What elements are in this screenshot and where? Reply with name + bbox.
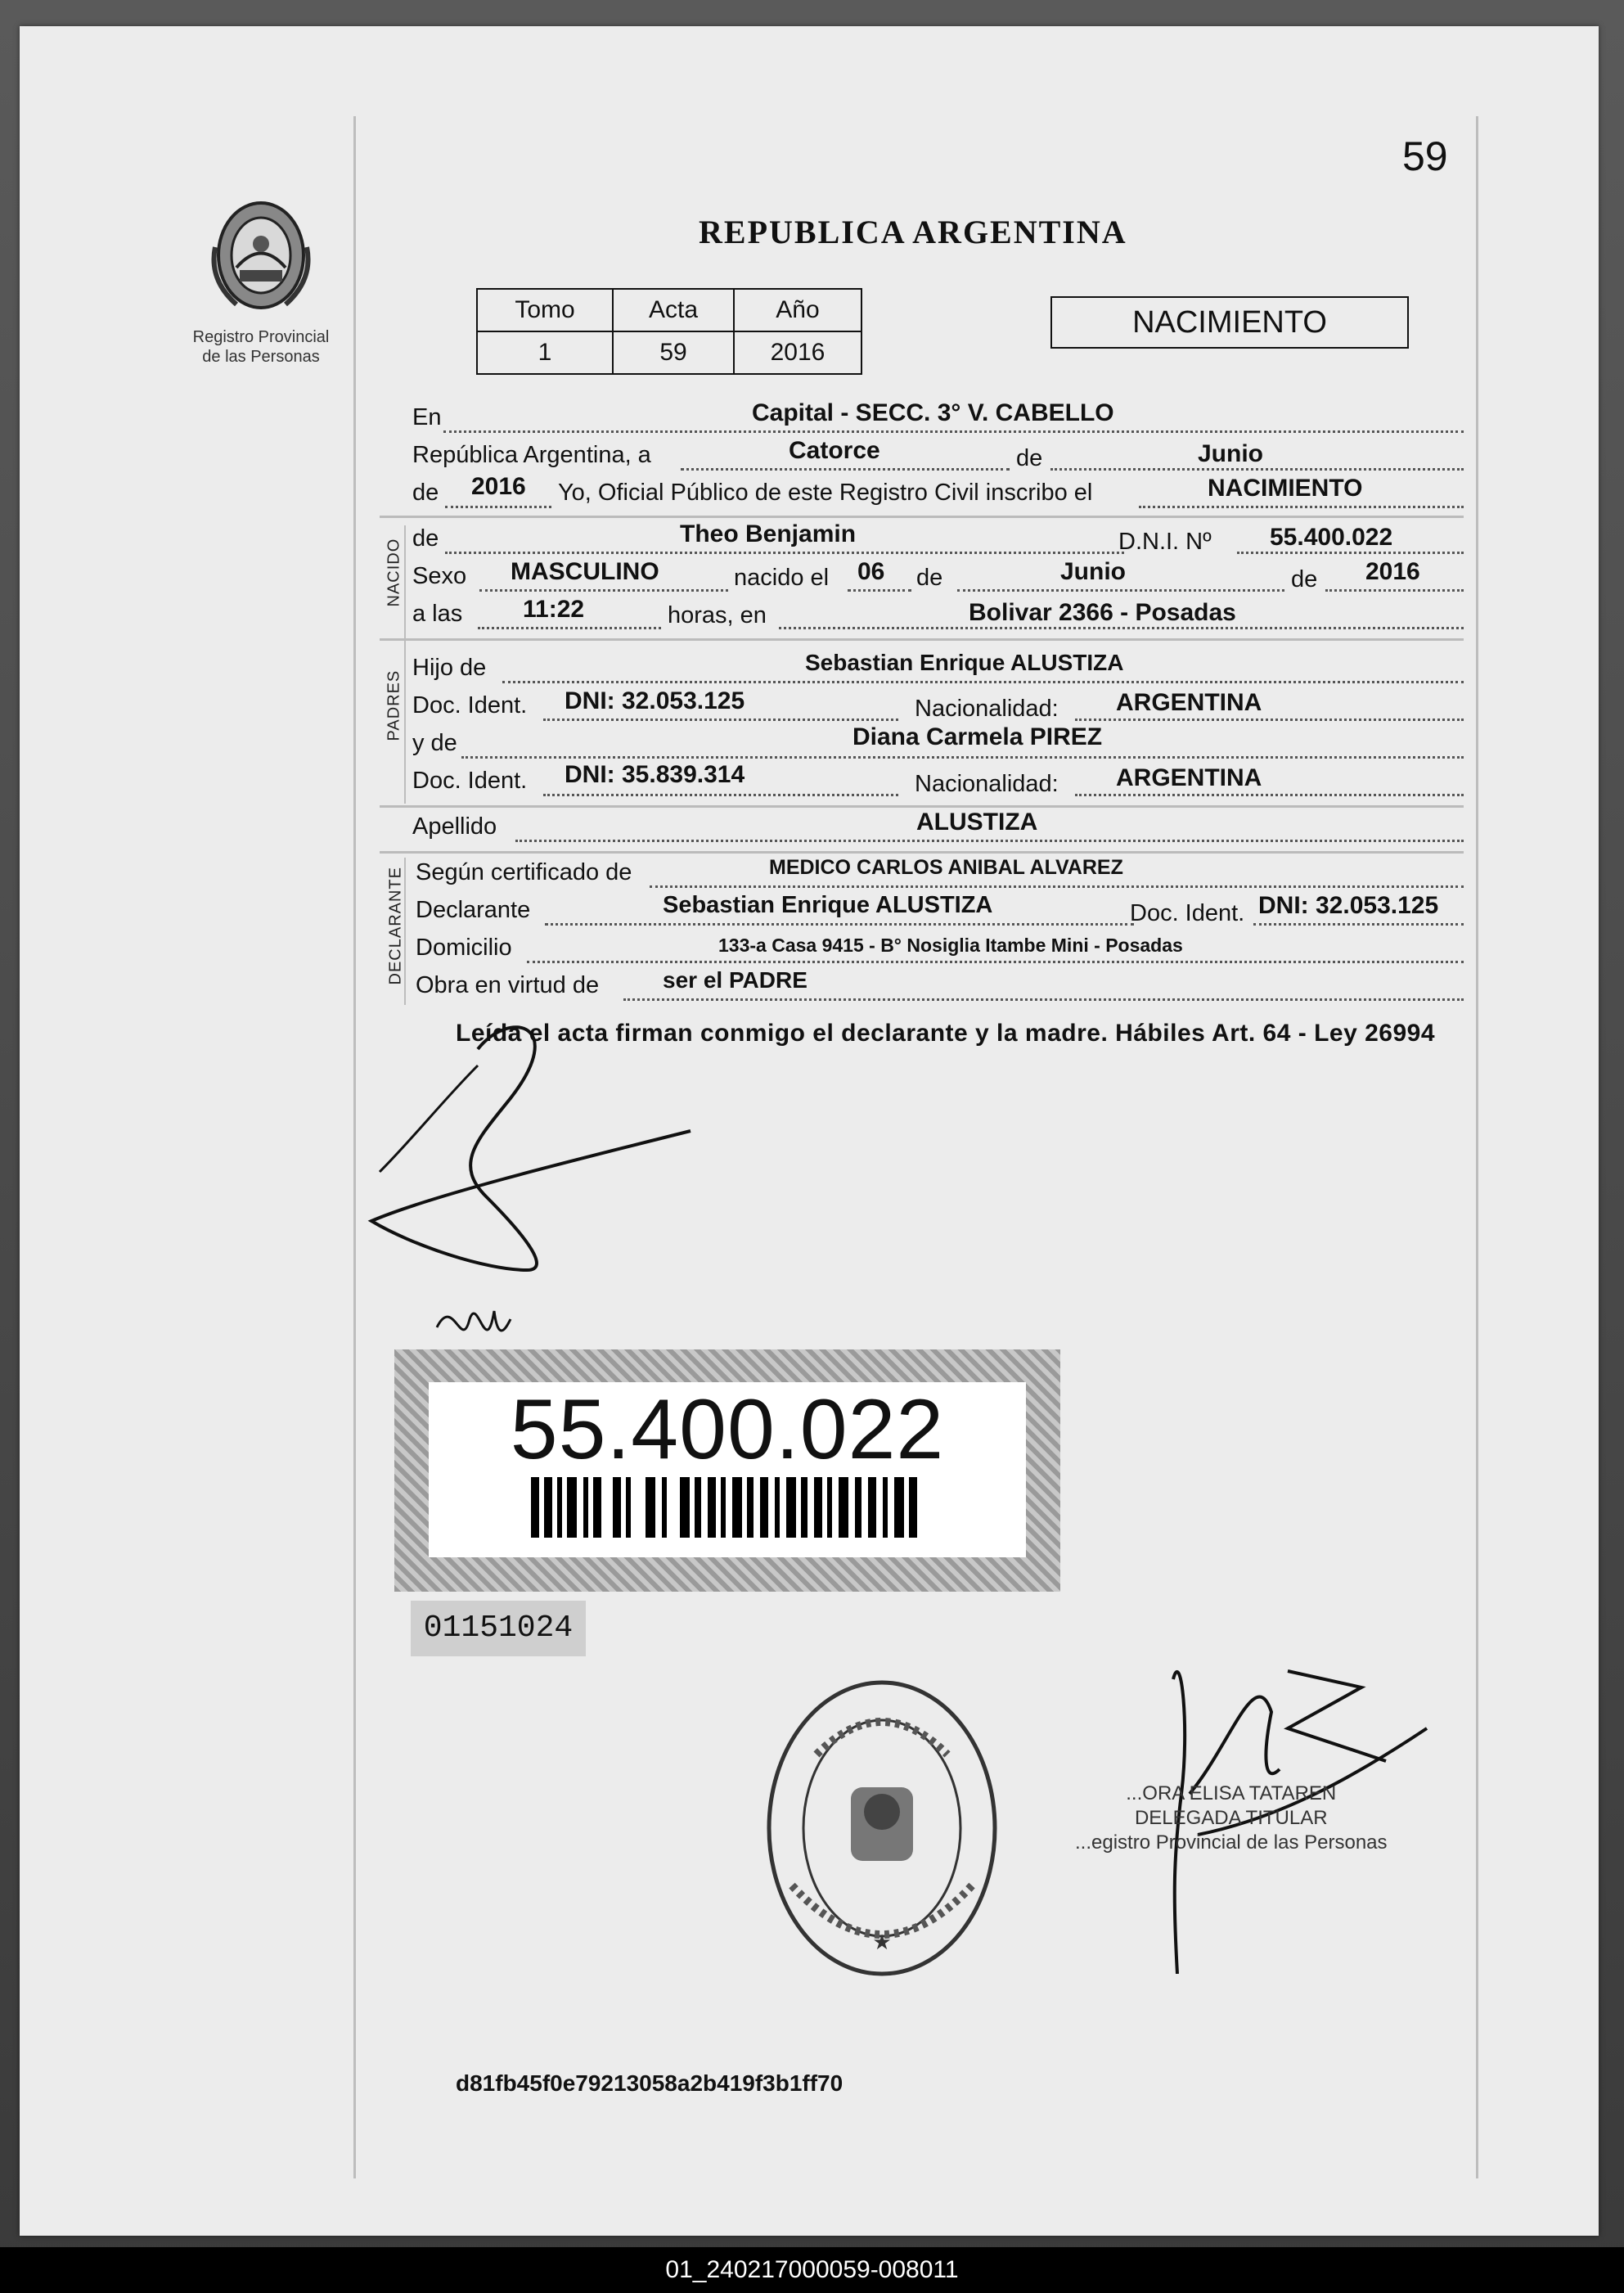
barcode-bars [531, 1477, 924, 1538]
birth-month-value: Junio [1060, 558, 1126, 585]
record-type-box: NACIMIENTO [1050, 296, 1409, 349]
birth-place-value: Bolivar 2366 - Posadas [969, 599, 1236, 626]
declarante-doc-dots [1253, 923, 1464, 926]
cert-value: MEDICO CARLOS ANIBAL ALVAREZ [769, 856, 1123, 879]
birth-day-value: 06 [857, 558, 885, 585]
section-rule [404, 525, 406, 648]
year-value: 2016 [471, 473, 526, 500]
provincial-registry-logo [183, 190, 339, 367]
mother-doc-dots [543, 794, 898, 796]
official-role: DELEGADA TITULAR [1134, 1807, 1328, 1829]
document-hash: d81fb45f0e79213058a2b419f3b1ff70 [456, 2070, 843, 2096]
birth-certificate-sheet [20, 26, 1599, 2236]
father-nationality-value: ARGENTINA [1116, 689, 1262, 716]
registry-header-row [477, 289, 861, 331]
de-label: de [412, 525, 439, 552]
apellido-label: Apellido [412, 813, 497, 840]
doc-label: Doc. Ident. [412, 692, 528, 719]
section-rule [404, 648, 406, 804]
left-margin-rule [353, 116, 356, 2178]
section-rule [404, 858, 406, 1005]
mother-nationality-value: ARGENTINA [1116, 764, 1262, 791]
id-barcode-panel [394, 1349, 1060, 1592]
cert-label: Según certificado de [416, 859, 632, 885]
en-dots [443, 430, 1464, 433]
father-dots [502, 681, 1464, 683]
nacionalidad-label: Nacionalidad: [915, 771, 1059, 797]
official-org: ...egistro Provincial de las Personas [1075, 1831, 1388, 1854]
obra-label: Obra en virtud de [416, 972, 600, 998]
header-anio: Año [734, 289, 861, 331]
logo-caption-line2: de las Personas [202, 348, 320, 366]
obra-value: ser el PADRE [663, 967, 808, 993]
birth-month-dots [957, 589, 1284, 592]
declarante-doc-value: DNI: 32.053.125 [1258, 892, 1439, 919]
de2-label: de [412, 480, 439, 506]
mother-dots [461, 756, 1464, 759]
registry-table [476, 288, 862, 375]
page-title: REPUBLICA ARGENTINA [699, 214, 1127, 250]
barcode-number: 55.400.022 [510, 1382, 945, 1477]
doc-label: Doc. Ident. [412, 768, 528, 794]
officer-text: Yo, Oficial Público de este Registro Civil inscribo el [558, 480, 1093, 506]
registry-seal-stamp [759, 1673, 1005, 1984]
divider [380, 851, 1464, 854]
nacido-el-label: nacido el [734, 565, 830, 591]
doc-label: Doc. Ident. [1130, 900, 1245, 926]
day-dots [681, 468, 1010, 471]
month-dots [1050, 468, 1464, 471]
father-doc-dots [543, 719, 898, 721]
birth-year-dots [1325, 589, 1464, 592]
value-tomo: 1 [477, 331, 613, 374]
child-name-value: Theo Benjamin [680, 520, 857, 547]
dni-label: D.N.I. Nº [1118, 529, 1212, 555]
republic-label: República Argentina, a [412, 442, 651, 468]
act-dots [1139, 506, 1464, 508]
y-de-label: y de [412, 730, 457, 756]
divider [380, 516, 1464, 518]
father-name-value: Sebastian Enrique ALUSTIZA [805, 650, 1124, 675]
official-signature-block [1075, 1782, 1388, 1855]
barcode-label [429, 1382, 1026, 1557]
cert-dots [650, 885, 1464, 888]
scan-footer-id: 01_240217000059-008011 [0, 2247, 1624, 2293]
header-tomo: Tomo [477, 289, 613, 331]
hijo-de-label: Hijo de [412, 655, 487, 681]
value-acta: 59 [613, 331, 734, 374]
apellido-dots [515, 840, 1464, 842]
birth-day-dots [848, 589, 911, 592]
de-label: de [1016, 445, 1043, 471]
a-las-label: a las [412, 601, 463, 627]
birth-time-value: 11:22 [523, 596, 585, 623]
day-words-value: Catorce [789, 437, 880, 464]
time-dots [478, 627, 661, 629]
declarante-name-value: Sebastian Enrique ALUSTIZA [663, 892, 993, 918]
divider [380, 638, 1464, 641]
name-dots [445, 552, 1124, 554]
svg-text:★: ★ [872, 1930, 892, 1955]
sexo-label: Sexo [412, 563, 467, 589]
section-padres-label: PADRES [385, 669, 403, 741]
domicilio-value: 133-a Casa 9415 - B° Nosiglia Itambe Mini - Posadas [718, 935, 1183, 956]
section-nacido-label: NACIDO [385, 538, 403, 607]
declarante-label: Declarante [416, 897, 531, 923]
mother-doc-value: DNI: 35.839.314 [565, 761, 745, 788]
year-dots [445, 506, 551, 508]
misiones-coat-of-arms-icon [204, 190, 318, 321]
nacionalidad-label: Nacionalidad: [915, 696, 1059, 722]
horas-label: horas, en [668, 602, 767, 628]
registry-value-row [477, 331, 861, 374]
de-label: de [916, 565, 943, 591]
section-declarante-label: DECLARANTE [386, 867, 405, 985]
domicilio-label: Domicilio [416, 935, 512, 961]
page-number: 59 [1402, 133, 1448, 179]
place-value: Capital - SECC. 3° V. CABELLO [752, 399, 1114, 426]
en-label: En [412, 404, 442, 430]
apellido-value: ALUSTIZA [916, 809, 1038, 836]
declarant-signature [363, 1000, 723, 1393]
mother-name-value: Diana Carmela PIREZ [852, 723, 1103, 750]
header-acta: Acta [613, 289, 734, 331]
month-value: Junio [1198, 440, 1263, 467]
sexo-dots [479, 589, 728, 592]
mother-nat-dots [1075, 794, 1464, 796]
birth-place-dots [779, 627, 1464, 629]
birth-year-value: 2016 [1365, 558, 1420, 585]
father-nat-dots [1075, 719, 1464, 721]
dni-dots [1237, 552, 1464, 554]
domicilio-dots [527, 961, 1464, 963]
official-name: ...ORA ELISA TATAREN [1126, 1782, 1337, 1804]
sexo-value: MASCULINO [511, 558, 659, 585]
right-margin-rule [1476, 116, 1478, 2178]
act-value: NACIMIENTO [1208, 475, 1363, 502]
serial-number: 01151024 [411, 1601, 586, 1656]
divider [380, 805, 1464, 808]
father-doc-value: DNI: 32.053.125 [565, 687, 745, 714]
value-anio: 2016 [734, 331, 861, 374]
declarante-dots [545, 923, 1134, 926]
legal-text: Leída el acta firman conmigo el declarante y la madre. Hábiles Art. 64 - Ley 26994 [456, 1020, 1436, 1047]
child-dni-value: 55.400.022 [1270, 524, 1393, 551]
de-label: de [1291, 566, 1318, 592]
obra-dots [623, 998, 1464, 1001]
logo-caption-line1: Registro Provincial [192, 328, 330, 346]
